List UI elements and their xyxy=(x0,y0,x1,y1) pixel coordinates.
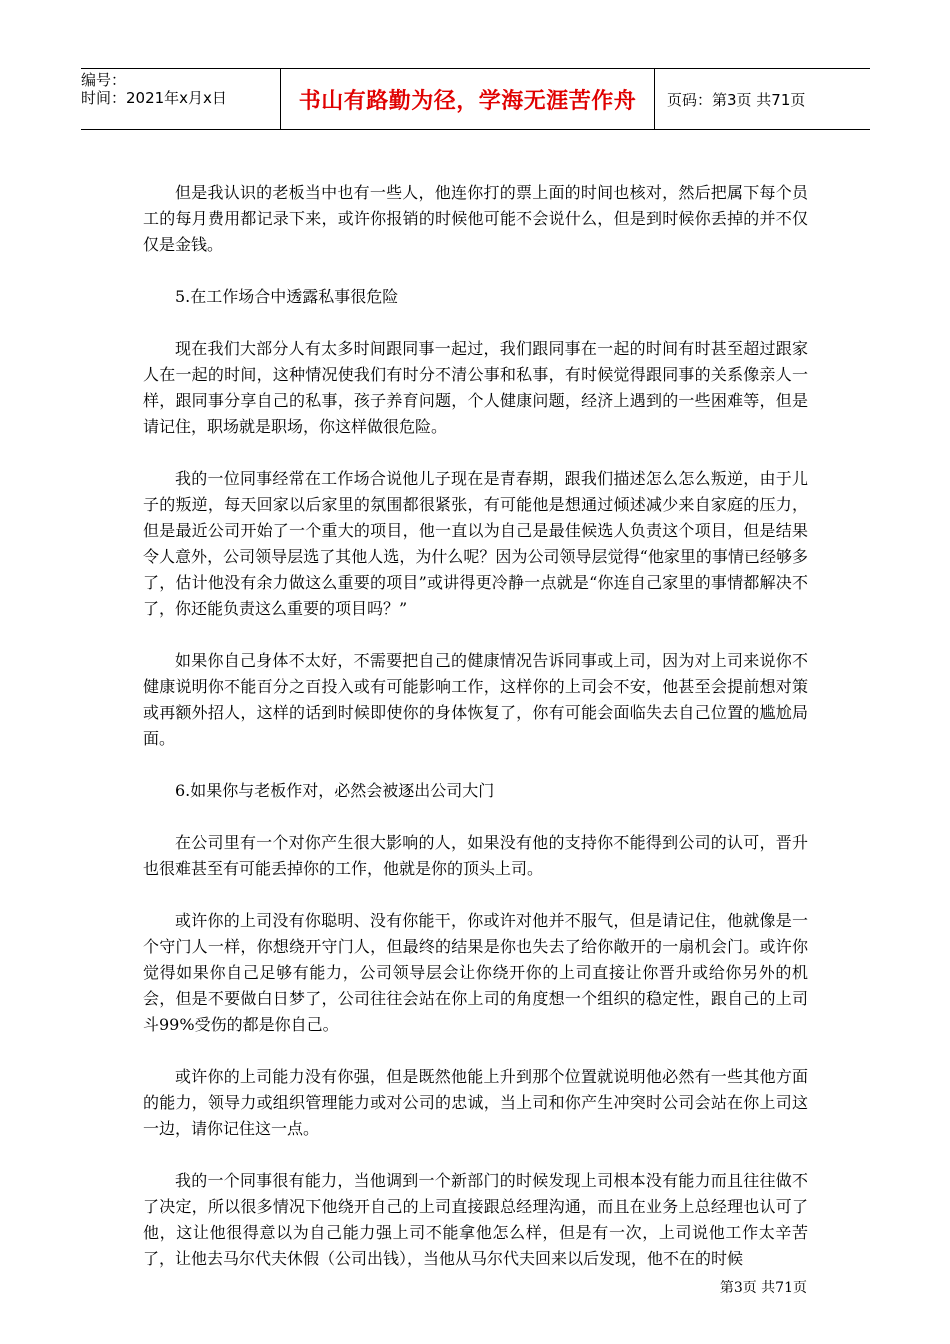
paragraph: 在公司里有一个对你产生很大影响的人，如果没有他的支持你不能得到公司的认可，晋升也很难甚至有可能丢掉你的工作，他就是你的顶头上司。 xyxy=(143,833,808,878)
paragraph: 现在我们大部分人有太多时间跟同事一起过，我们跟同事在一起的时间有时甚至超过跟家人在一起的时间，这种情况使我们有时分不清公事和私事，有时候觉得跟同事的关系像亲人一样，跟同事分享自己的私事，孩子养育问题，个人健康问题，经济上遇到的一些困难等，但是请记住，职场就是职场，你这样做很危险。 xyxy=(143,339,808,436)
motto-title: 书山有路勤为径，学海无涯苦作舟 xyxy=(281,69,655,129)
paragraph: 我的一位同事经常在工作场合说他儿子现在是青春期，跟我们描述怎么怎么叛逆，由于儿子的叛逆，每天回家以后家里的氛围都很紧张，有可能他是想通过倾述减少来自家庭的压力，但是最近公司开始了一个重大的项目，他一直以为自己是最佳候选人负责这个项目，但是结果令人意外，公司领导层选了其他人选，为什么呢？因为公司领导层觉得“他家里的事情已经够多了，估计他没有余力做这么重要的项目”或讲得更冷静一点就是“你连自己家里的事情都解决不了，你还能负责这么重要的项目吗？” xyxy=(143,469,808,618)
paragraph: 如果你自己身体不太好，不需要把自己的健康情况告诉同事或上司，因为对上司来说你不健康说明你不能百分之百投入或有可能影响工作，这样你的上司会不安，他甚至会提前想对策或再额外招人，这样的话到时候即使你的身体恢复了，你有可能会面临失去自己位置的尴尬局面。 xyxy=(143,651,808,748)
paragraph: 但是我认识的老板当中也有一些人，他连你打的票上面的时间也核对，然后把属下每个员工的每月费用都记录下来，或许你报销的时候他可能不会说什么，但是到时候你丢掉的并不仅仅是金钱。 xyxy=(143,183,808,254)
paragraph: 或许你的上司能力没有你强，但是既然他能上升到那个位置就说明他必然有一些其他方面的能力，领导力或组织管理能力或对公司的忠诚，当上司和你产生冲突时公司会站在你上司这一边，请你记住这一点。 xyxy=(143,1067,808,1138)
date-label: 时间：2021年x月x日 xyxy=(81,89,227,107)
section-heading: 5.在工作场合中透露私事很危险 xyxy=(175,287,399,306)
section-heading: 6.如果你与老板作对，必然会被逐出公司大门 xyxy=(175,781,495,800)
number-label: 编号： xyxy=(81,71,127,89)
paragraph: 我的一个同事很有能力，当他调到一个新部门的时候发现上司根本没有能力而且往往做不了决定，所以很多情况下他绕开自己的上司直接跟总经理沟通，而且在业务上总经理也认可了他，这让他很得意以为自己能力强上司不能拿他怎么样，但是有一次，上司说他工作太辛苦了，让他去马尔代夫休假（公司出钱），当他从马尔代夫回来以后发现，他不在的时候 xyxy=(143,1171,808,1268)
page-header xyxy=(81,68,870,130)
paragraph: 或许你的上司没有你聪明、没有你能干，你或许对他并不服气，但是请记住，他就像是一个守门人一样，你想绕开守门人，但最终的结果是你也失去了给你敞开的一扇机会门。或许你觉得如果你自己足够有能力，公司领导层会让你绕开你的上司直接让你晋升或给你另外的机会，但是不要做白日梦了，公司往往会站在你上司的角度想一个组织的稳定性，跟自己的上司斗99%受伤的都是你自己。 xyxy=(143,911,808,1034)
document-body xyxy=(143,180,808,1272)
page-footer: 第3页 共71页 xyxy=(719,1280,807,1296)
page-number-label: 页码：第3页 共71页 xyxy=(667,90,806,109)
header-info-cell xyxy=(81,69,281,129)
